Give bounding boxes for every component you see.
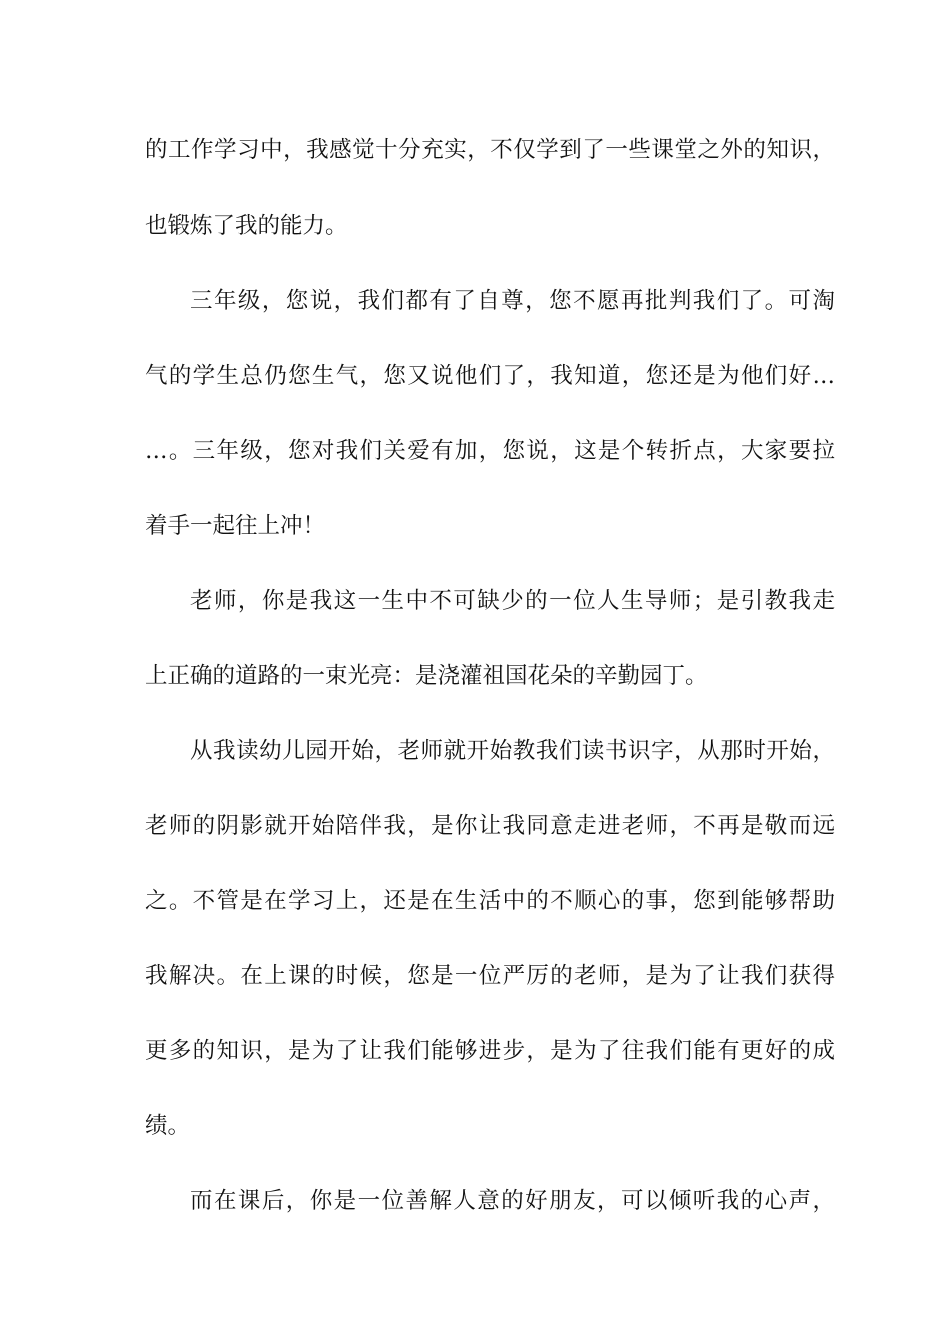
text-line-1: 的工作学习中，我感觉十分充实，不仅学到了一些课堂之外的知识， bbox=[145, 137, 835, 163]
text-line-8: 上正确的道路的一束光亮：是浇灌祖国花朵的辛勤园丁。 bbox=[145, 663, 708, 689]
text-line-12: 我解决。在上课的时候，您是一位严厉的老师，是为了让我们获得 bbox=[145, 963, 835, 989]
text-line-9: 从我读幼儿园开始，老师就开始教我们读书识字，从那时开始， bbox=[190, 738, 835, 764]
text-line-15: 而在课后，你是一位善解人意的好朋友，可以倾听我的心声， bbox=[190, 1188, 835, 1214]
text-line-7: 老师，你是我这一生中不可缺少的一位人生导师；是引教我走 bbox=[190, 588, 835, 614]
text-line-5: …。三年级，您对我们关爱有加，您说，这是个转折点，大家要拉 bbox=[145, 438, 835, 464]
text-line-4: 气的学生总仍您生气，您又说他们了，我知道，您还是为他们好… bbox=[145, 363, 835, 389]
text-line-11: 之。不管是在学习上，还是在生活中的不顺心的事，您到能够帮助 bbox=[145, 888, 835, 914]
text-line-6: 着手一起往上冲！ bbox=[145, 513, 326, 539]
text-line-3: 三年级，您说，我们都有了自尊，您不愿再批判我们了。可淘 bbox=[190, 288, 835, 314]
text-line-14: 绩。 bbox=[145, 1113, 191, 1139]
text-line-13: 更多的知识，是为了让我们能够进步，是为了往我们能有更好的成 bbox=[145, 1038, 835, 1064]
text-line-10: 老师的阴影就开始陪伴我，是你让我同意走进老师，不再是敬而远 bbox=[145, 813, 835, 839]
text-line-2: 也锻炼了我的能力。 bbox=[145, 213, 348, 239]
